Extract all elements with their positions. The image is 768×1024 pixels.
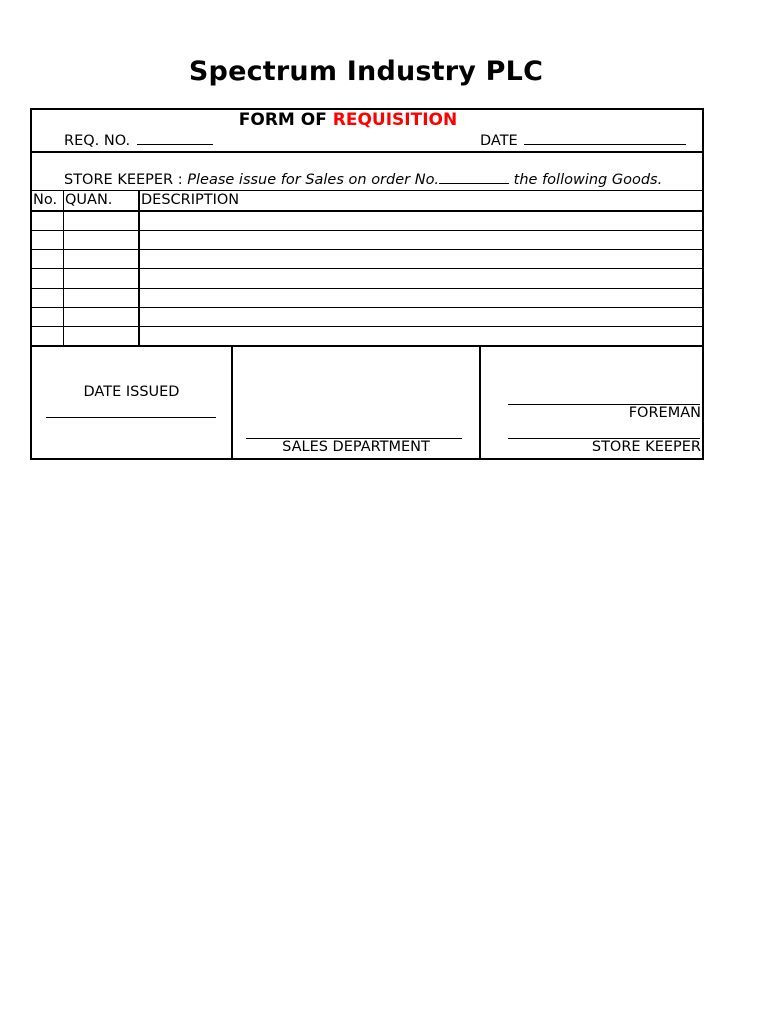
column-header-quan: QUAN. bbox=[65, 192, 113, 208]
instruction-line bbox=[64, 172, 662, 188]
form-title-accent: REQUISITION bbox=[332, 110, 458, 130]
header-row-bottom-line bbox=[32, 210, 702, 212]
column-header-description: DESCRIPTION bbox=[141, 192, 240, 208]
table-top-line bbox=[32, 190, 702, 191]
column-divider-quan bbox=[138, 190, 140, 345]
requisition-form bbox=[30, 108, 704, 460]
req-no-blank bbox=[137, 143, 213, 145]
table-row bbox=[32, 288, 702, 289]
company-title: Spectrum Industry PLC bbox=[188, 56, 544, 87]
table-row bbox=[32, 307, 702, 308]
column-header-no: No. bbox=[33, 192, 58, 208]
foreman-label: FOREMAN bbox=[628, 405, 701, 421]
store-keeper-sign-label: STORE KEEPER bbox=[591, 439, 701, 455]
table-row bbox=[32, 268, 702, 269]
sales-department-label: SALES DEPARTMENT bbox=[282, 439, 430, 455]
store-keeper-label: STORE KEEPER : bbox=[64, 172, 183, 188]
date-issued-label: DATE ISSUED bbox=[83, 384, 180, 400]
order-no-blank bbox=[439, 182, 509, 184]
instruction-part2: the following Goods. bbox=[513, 172, 663, 188]
req-no-field bbox=[64, 133, 213, 149]
signature-divider-2 bbox=[479, 345, 481, 458]
instruction-part1: Please issue for Sales on order No. bbox=[187, 172, 440, 188]
table-bottom-line bbox=[32, 345, 702, 347]
table-row bbox=[32, 249, 702, 250]
header-divider bbox=[32, 151, 702, 153]
form-title-prefix: FORM OF bbox=[238, 110, 327, 130]
req-no-label: REQ. NO. bbox=[64, 133, 131, 149]
column-divider-no bbox=[63, 190, 64, 345]
date-issued-line bbox=[46, 417, 216, 418]
table-row bbox=[32, 326, 702, 327]
date-label: DATE bbox=[480, 133, 518, 149]
form-title bbox=[32, 110, 664, 130]
date-blank bbox=[524, 143, 686, 145]
table-row bbox=[32, 230, 702, 231]
date-field bbox=[480, 133, 686, 149]
